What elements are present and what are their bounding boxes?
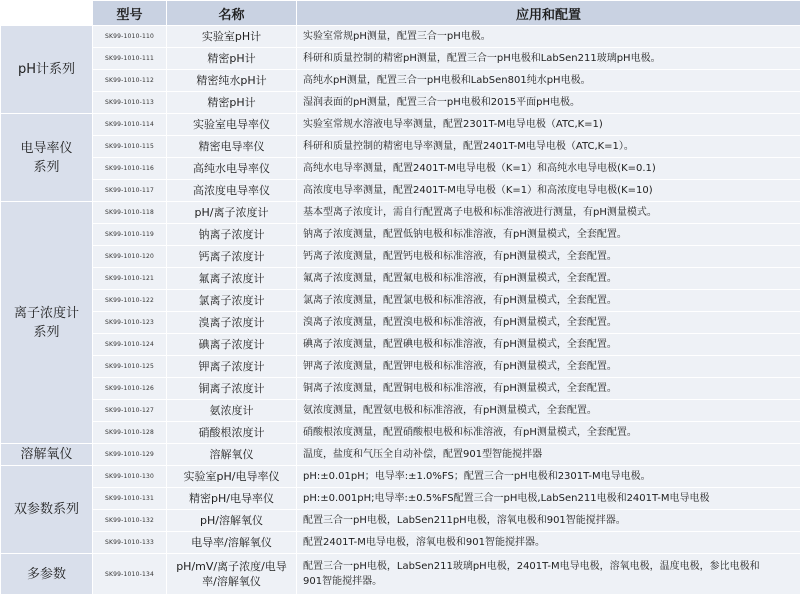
name-cell: 溶解氧仪 bbox=[167, 444, 297, 466]
application-cell: 配置三合一pH电极，LabSen211玻璃pH电极，2401T-M电导电极，溶氧电极，温度电极，参比电极和901智能搅拌器。 bbox=[297, 554, 800, 595]
name-cell: 实验室pH计 bbox=[167, 26, 297, 48]
group-label: 溶解氧仪 bbox=[1, 444, 93, 466]
name-cell: 铜离子浓度计 bbox=[167, 378, 297, 400]
group-label: 离子浓度计系列 bbox=[1, 202, 93, 444]
model-cell: SK99-1010-128 bbox=[93, 422, 167, 444]
table-row bbox=[1, 92, 800, 114]
header-model: 型号 bbox=[93, 1, 167, 26]
application-cell: 溴离子浓度测量，配置溴电极和标准溶液，有pH测量模式，全套配置。 bbox=[297, 312, 800, 334]
application-cell: 氯离子浓度测量，配置氯电极和标准溶液，有pH测量模式，全套配置。 bbox=[297, 290, 800, 312]
application-cell: 氨浓度测量，配置氨电极和标准溶液，有pH测量模式，全套配置。 bbox=[297, 400, 800, 422]
model-cell: SK99-1010-114 bbox=[93, 114, 167, 136]
model-cell: SK99-1010-117 bbox=[93, 180, 167, 202]
group-label: 电导率仪系列 bbox=[1, 114, 93, 202]
name-cell: 溴离子浓度计 bbox=[167, 312, 297, 334]
model-cell: SK99-1010-120 bbox=[93, 246, 167, 268]
application-cell: 钙离子浓度测量，配置钙电极和标准溶液，有pH测量模式，全套配置。 bbox=[297, 246, 800, 268]
name-cell: 实验室电导率仪 bbox=[167, 114, 297, 136]
name-cell: 碘离子浓度计 bbox=[167, 334, 297, 356]
model-cell: SK99-1010-115 bbox=[93, 136, 167, 158]
name-cell: pH/离子浓度计 bbox=[167, 202, 297, 224]
application-cell: pH:±0.001pH;电导率:±0.5%FS配置三合一pH电极,LabSen211电极和2401T-M电导电极 bbox=[297, 488, 800, 510]
model-cell: SK99-1010-110 bbox=[93, 26, 167, 48]
table-row bbox=[1, 312, 800, 334]
table-row bbox=[1, 202, 800, 224]
application-cell: 配置2401T-M电导电极，溶氧电极和901智能搅拌器。 bbox=[297, 532, 800, 554]
model-cell: SK99-1010-130 bbox=[93, 466, 167, 488]
table-row bbox=[1, 114, 800, 136]
table-row bbox=[1, 290, 800, 312]
model-cell: SK99-1010-125 bbox=[93, 356, 167, 378]
name-cell: 精密pH计 bbox=[167, 92, 297, 114]
application-cell: 碘离子浓度测量，配置碘电极和标准溶液，有pH测量模式，全套配置。 bbox=[297, 334, 800, 356]
application-cell: 基本型离子浓度计，需自行配置离子电极和标准溶液进行测量，有pH测量模式。 bbox=[297, 202, 800, 224]
name-cell: 实验室pH/电导率仪 bbox=[167, 466, 297, 488]
table-row bbox=[1, 26, 800, 48]
table-row bbox=[1, 378, 800, 400]
group-label: pH计系列 bbox=[1, 26, 93, 114]
application-cell: 湿润表面的pH测量，配置三合一pH电极和2015平面pH电极。 bbox=[297, 92, 800, 114]
name-cell: 硝酸根浓度计 bbox=[167, 422, 297, 444]
model-cell: SK99-1010-116 bbox=[93, 158, 167, 180]
application-cell: 配置三合一pH电极，LabSen211pH电极，溶氧电极和901智能搅拌器。 bbox=[297, 510, 800, 532]
table-row bbox=[1, 510, 800, 532]
table-row bbox=[1, 334, 800, 356]
application-cell: pH:±0.01pH；电导率:±1.0%FS；配置三合一pH电极和2301T-M电导电极。 bbox=[297, 466, 800, 488]
table-header-row bbox=[1, 1, 800, 26]
application-cell: 氟离子浓度测量，配置氟电极和标准溶液，有pH测量模式，全套配置。 bbox=[297, 268, 800, 290]
application-cell: 科研和质量控制的精密电导率测量，配置2401T-M电导电极（ATC,K=1）。 bbox=[297, 136, 800, 158]
name-cell: 钙离子浓度计 bbox=[167, 246, 297, 268]
model-cell: SK99-1010-119 bbox=[93, 224, 167, 246]
application-cell: 温度，盐度和气压全自动补偿，配置901型智能搅拌器 bbox=[297, 444, 800, 466]
name-cell: 钾离子浓度计 bbox=[167, 356, 297, 378]
model-cell: SK99-1010-133 bbox=[93, 532, 167, 554]
model-cell: SK99-1010-126 bbox=[93, 378, 167, 400]
table-row bbox=[1, 70, 800, 92]
table-row bbox=[1, 180, 800, 202]
model-cell: SK99-1010-123 bbox=[93, 312, 167, 334]
name-cell: 电导率/溶解氧仪 bbox=[167, 532, 297, 554]
model-cell: SK99-1010-129 bbox=[93, 444, 167, 466]
name-cell: pH/mV/离子浓度/电导率/溶解氧仪 bbox=[167, 554, 297, 595]
table-row bbox=[1, 400, 800, 422]
name-cell: 精密pH/电导率仪 bbox=[167, 488, 297, 510]
application-cell: 钠离子浓度测量，配置低钠电极和标准溶液，有pH测量模式，全套配置。 bbox=[297, 224, 800, 246]
application-cell: 高浓度电导率测量，配置2401T-M电导电极（K=1）和高浓度电导电极(K=10) bbox=[297, 180, 800, 202]
header-blank bbox=[1, 1, 93, 26]
table-row bbox=[1, 422, 800, 444]
name-cell: 精密pH计 bbox=[167, 48, 297, 70]
application-cell: 实验室常规pH测量，配置三合一pH电极。 bbox=[297, 26, 800, 48]
name-cell: 氯离子浓度计 bbox=[167, 290, 297, 312]
table-row bbox=[1, 554, 800, 595]
table-row bbox=[1, 488, 800, 510]
group-label: 多参数 bbox=[1, 554, 93, 595]
model-cell: SK99-1010-111 bbox=[93, 48, 167, 70]
table-row bbox=[1, 158, 800, 180]
model-cell: SK99-1010-112 bbox=[93, 70, 167, 92]
name-cell: 精密纯水pH计 bbox=[167, 70, 297, 92]
table-row bbox=[1, 224, 800, 246]
application-cell: 科研和质量控制的精密pH测量，配置三合一pH电极和LabSen211玻璃pH电极。 bbox=[297, 48, 800, 70]
table-row bbox=[1, 268, 800, 290]
name-cell: pH/溶解氧仪 bbox=[167, 510, 297, 532]
name-cell: 高浓度电导率仪 bbox=[167, 180, 297, 202]
model-cell: SK99-1010-132 bbox=[93, 510, 167, 532]
model-cell: SK99-1010-134 bbox=[93, 554, 167, 595]
model-cell: SK99-1010-124 bbox=[93, 334, 167, 356]
table-row bbox=[1, 356, 800, 378]
name-cell: 氨浓度计 bbox=[167, 400, 297, 422]
model-cell: SK99-1010-127 bbox=[93, 400, 167, 422]
name-cell: 钠离子浓度计 bbox=[167, 224, 297, 246]
name-cell: 氟离子浓度计 bbox=[167, 268, 297, 290]
model-cell: SK99-1010-131 bbox=[93, 488, 167, 510]
name-cell: 高纯水电导率仪 bbox=[167, 158, 297, 180]
application-cell: 高纯水电导率测量，配置2401T-M电导电极（K=1）和高纯水电导电极(K=0.1) bbox=[297, 158, 800, 180]
table-row bbox=[1, 246, 800, 268]
model-cell: SK99-1010-121 bbox=[93, 268, 167, 290]
application-cell: 实验室常规水溶液电导率测量，配置2301T-M电导电极（ATC,K=1) bbox=[297, 114, 800, 136]
application-cell: 铜离子浓度测量，配置铜电极和标准溶液，有pH测量模式，全套配置。 bbox=[297, 378, 800, 400]
header-application: 应用和配置 bbox=[297, 1, 800, 26]
group-label: 双参数系列 bbox=[1, 466, 93, 554]
header-name: 名称 bbox=[167, 1, 297, 26]
application-cell: 钾离子浓度测量，配置钾电极和标准溶液，有pH测量模式，全套配置。 bbox=[297, 356, 800, 378]
application-cell: 高纯水pH测量，配置三合一pH电极和LabSen801纯水pH电极。 bbox=[297, 70, 800, 92]
application-cell: 硝酸根浓度测量，配置硝酸根电极和标准溶液，有pH测量模式，全套配置。 bbox=[297, 422, 800, 444]
table-row bbox=[1, 136, 800, 158]
model-cell: SK99-1010-118 bbox=[93, 202, 167, 224]
name-cell: 精密电导率仪 bbox=[167, 136, 297, 158]
model-cell: SK99-1010-113 bbox=[93, 92, 167, 114]
table-row bbox=[1, 444, 800, 466]
table-row bbox=[1, 48, 800, 70]
model-cell: SK99-1010-122 bbox=[93, 290, 167, 312]
table-row bbox=[1, 466, 800, 488]
table-row bbox=[1, 532, 800, 554]
